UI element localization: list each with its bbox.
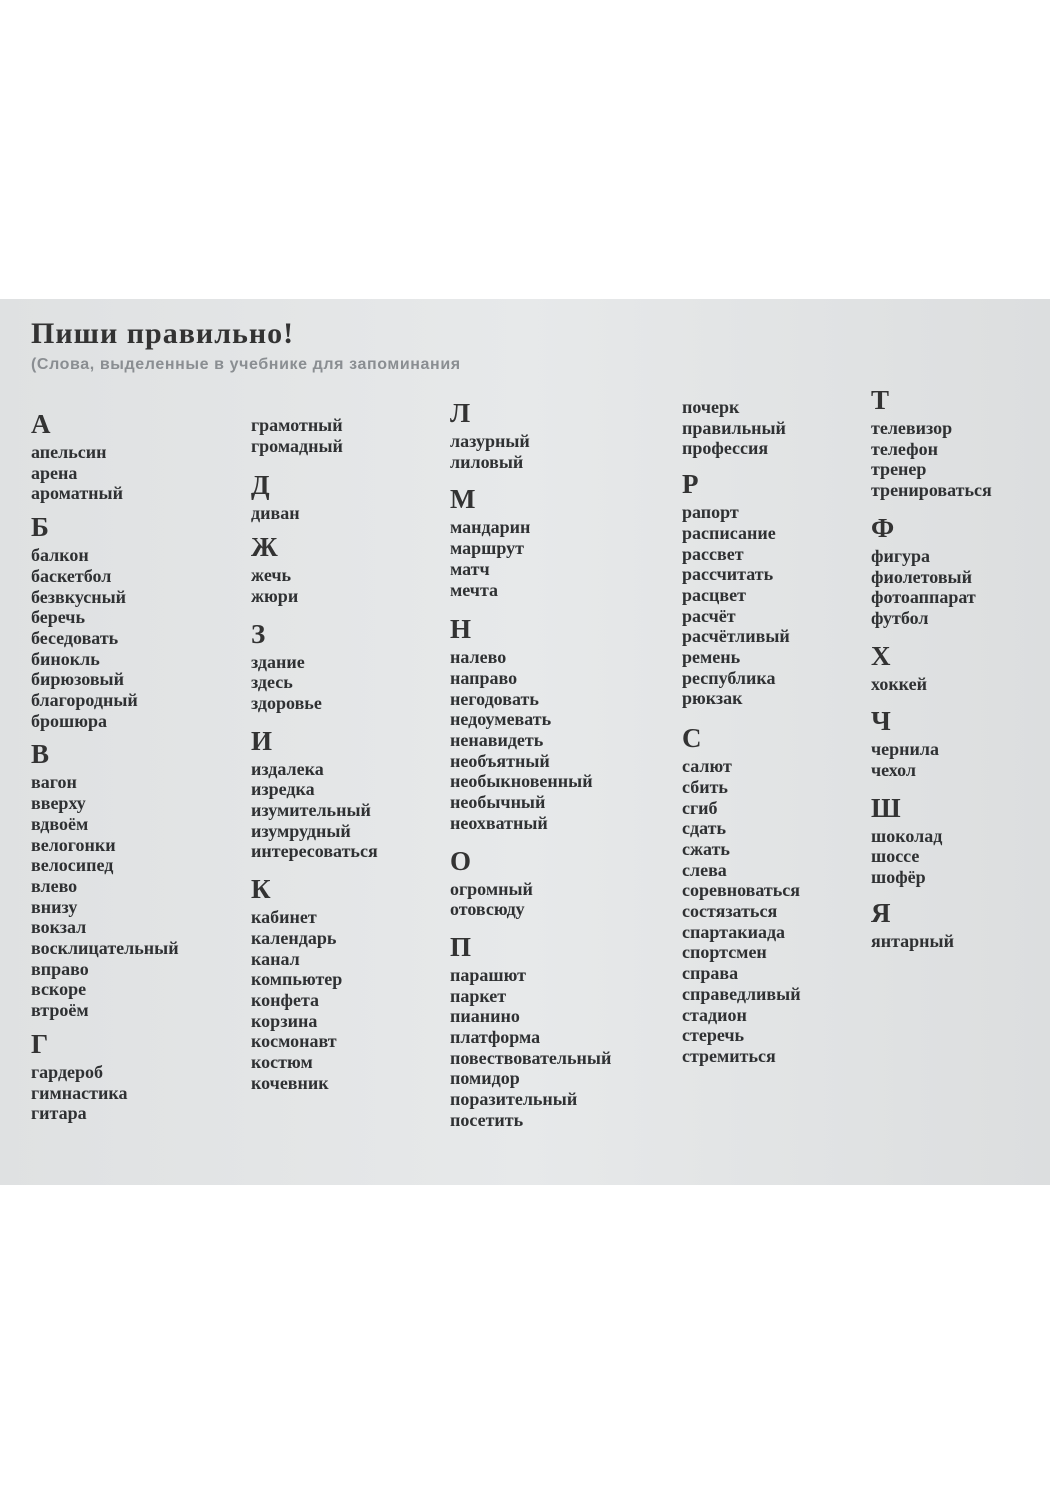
- vocabulary-word: стадион: [682, 1004, 747, 1025]
- section-letter: С: [682, 723, 702, 754]
- vocabulary-word: фотоаппарат: [871, 587, 976, 608]
- vocabulary-word: благородный: [31, 690, 138, 711]
- vocabulary-word: восклицательный: [31, 938, 179, 959]
- vocabulary-word: направо: [450, 667, 518, 688]
- vocabulary-word: канал: [251, 948, 300, 969]
- vocabulary-word: шофёр: [871, 867, 926, 888]
- vocabulary-word: салют: [682, 756, 732, 777]
- letter-group: [450, 398, 670, 472]
- section-letter: И: [251, 725, 273, 756]
- column-3: [450, 398, 670, 1131]
- vocabulary-word: повествовательный: [450, 1047, 612, 1068]
- section-letter: О: [450, 845, 472, 876]
- vocabulary-word: компьютер: [251, 969, 343, 990]
- vocabulary-word: рапорт: [682, 502, 739, 523]
- vocabulary-word: велогонки: [31, 834, 116, 855]
- section-letter: Ш: [871, 792, 901, 823]
- vocabulary-word: необыкновенный: [450, 771, 593, 792]
- vocabulary-word: втроём: [31, 1000, 89, 1021]
- vocabulary-word: чернила: [871, 739, 939, 760]
- letter-group: [450, 614, 670, 833]
- vocabulary-word: тренер: [871, 459, 927, 480]
- vocabulary-word: апельсин: [31, 442, 107, 462]
- vocabulary-word: справедливый: [682, 983, 801, 1004]
- column-5: [871, 385, 1046, 952]
- vocabulary-word: сгиб: [682, 797, 718, 818]
- letter-group: [450, 932, 670, 1131]
- vocabulary-word: спартакиада: [682, 921, 786, 942]
- section-letter: Ф: [871, 512, 895, 543]
- vocabulary-word: поразительный: [450, 1089, 578, 1110]
- letter-group: [682, 723, 857, 1067]
- column-1: [31, 409, 241, 1124]
- vocabulary-word: баскетбол: [31, 565, 112, 586]
- vocabulary-word: паркет: [450, 985, 507, 1006]
- vocabulary-word: слева: [682, 859, 727, 880]
- vocabulary-word: недоумевать: [450, 709, 552, 730]
- vocabulary-word: грамотный: [251, 415, 343, 435]
- vocabulary-word: кочевник: [251, 1072, 329, 1093]
- vocabulary-word: почерк: [682, 397, 740, 417]
- letter-group: [251, 532, 441, 606]
- vocabulary-word: неохватный: [450, 812, 548, 833]
- vocabulary-word: республика: [682, 667, 776, 688]
- vocabulary-word: маршрут: [450, 538, 524, 559]
- vocabulary-word: расчёт: [682, 605, 736, 626]
- letter-group: [251, 619, 441, 714]
- vocabulary-word: бинокль: [31, 648, 100, 669]
- letter-group: [871, 641, 1046, 695]
- vocabulary-word: чехол: [871, 760, 916, 781]
- vocabulary-word: огромный: [450, 878, 533, 899]
- vocabulary-word: громадный: [251, 435, 343, 456]
- vocabulary-word: состязаться: [682, 901, 778, 922]
- letter-group: [31, 409, 241, 504]
- vocabulary-word: вправо: [31, 958, 89, 979]
- vocabulary-word: матч: [450, 558, 490, 579]
- letter-group: [682, 397, 857, 459]
- letter-group: [31, 512, 241, 731]
- letter-group: [31, 1029, 241, 1124]
- section-letter: К: [251, 874, 271, 905]
- vocabulary-word: вскоре: [31, 979, 87, 1000]
- vocabulary-word: конфета: [251, 989, 320, 1010]
- section-letter: В: [31, 739, 50, 770]
- vocabulary-word: жечь: [251, 565, 292, 586]
- vocabulary-word: помидор: [450, 1068, 520, 1089]
- section-letter: З: [251, 618, 266, 649]
- vocabulary-word: жюри: [251, 585, 299, 606]
- section-letter: Р: [682, 469, 699, 500]
- vocabulary-word: вокзал: [31, 917, 87, 938]
- vocabulary-word: расцвет: [682, 584, 746, 605]
- vocabulary-word: изредка: [251, 779, 315, 800]
- section-letter: Х: [871, 640, 891, 671]
- section-letter: Д: [251, 470, 270, 501]
- vocabulary-word: издалека: [251, 758, 324, 779]
- vocabulary-word: налево: [450, 647, 507, 668]
- vocabulary-word: гимнастика: [31, 1082, 128, 1103]
- vocabulary-word: ремень: [682, 647, 741, 668]
- letter-group: [871, 793, 1046, 888]
- vocabulary-word: телевизор: [871, 418, 953, 438]
- vocabulary-word: справа: [682, 963, 739, 984]
- letter-group: [450, 484, 670, 600]
- vocabulary-word: кабинет: [251, 907, 317, 928]
- letter-group: [871, 898, 1046, 952]
- letter-group: [682, 469, 857, 709]
- letter-group: [871, 385, 1046, 501]
- section-letter: М: [450, 484, 476, 515]
- vocabulary-word: фиолетовый: [871, 566, 972, 587]
- vocabulary-word: мандарин: [450, 517, 531, 538]
- letter-group: [251, 470, 441, 524]
- vocabulary-word: рюкзак: [682, 688, 743, 709]
- letter-group: [251, 874, 441, 1093]
- letter-group: [871, 513, 1046, 629]
- letter-group: [450, 846, 670, 920]
- section-letter: Т: [871, 385, 890, 415]
- letter-group: [251, 415, 441, 456]
- vocabulary-word: отовсюду: [450, 899, 525, 920]
- vocabulary-word: негодовать: [450, 688, 539, 709]
- section-letter: П: [450, 931, 472, 962]
- section-letter: Ж: [251, 532, 278, 563]
- vocabulary-word: безвкусный: [31, 586, 127, 607]
- letter-group: [251, 726, 441, 863]
- vocabulary-word: беседовать: [31, 627, 119, 648]
- vocabulary-word: бирюзовый: [31, 669, 124, 690]
- vocabulary-word: лазурный: [450, 431, 530, 451]
- column-2: [251, 415, 441, 1093]
- vocabulary-word: арена: [31, 462, 78, 483]
- vocabulary-word: правильный: [682, 417, 786, 438]
- vocabulary-word: внизу: [31, 896, 78, 917]
- vocabulary-word: интересоваться: [251, 841, 378, 862]
- vocabulary-word: костюм: [251, 1052, 313, 1073]
- vocabulary-word: корзина: [251, 1010, 318, 1031]
- vocabulary-word: ненавидеть: [450, 730, 544, 751]
- vocabulary-word: диван: [251, 503, 300, 524]
- letter-group: [871, 706, 1046, 780]
- vocabulary-word: телефон: [871, 438, 938, 459]
- column-4: [682, 397, 857, 1067]
- dictionary-panel: [0, 299, 1050, 1185]
- vocabulary-word: сжать: [682, 838, 730, 859]
- vocabulary-word: мечта: [450, 579, 499, 600]
- vocabulary-word: хоккей: [871, 673, 927, 694]
- vocabulary-word: сдать: [682, 818, 726, 839]
- vocabulary-word: здесь: [251, 672, 293, 693]
- vocabulary-word: янтарный: [871, 930, 954, 951]
- vocabulary-word: гитара: [31, 1103, 87, 1124]
- vocabulary-word: футбол: [871, 607, 929, 628]
- vocabulary-word: расписание: [682, 522, 776, 543]
- vocabulary-word: здоровье: [251, 692, 322, 713]
- vocabulary-word: фигура: [871, 545, 931, 566]
- vocabulary-word: лиловый: [450, 451, 524, 472]
- vocabulary-word: посетить: [450, 1109, 524, 1130]
- vocabulary-word: тренироваться: [871, 480, 992, 501]
- section-letter: Л: [450, 398, 471, 428]
- vocabulary-word: здание: [251, 651, 305, 672]
- vocabulary-word: расчётливый: [682, 626, 790, 647]
- vocabulary-word: необъятный: [450, 750, 550, 771]
- vocabulary-word: шоссе: [871, 846, 920, 867]
- section-letter: Б: [31, 512, 49, 543]
- vocabulary-word: космонавт: [251, 1031, 337, 1052]
- vocabulary-word: шоколад: [871, 825, 943, 846]
- vocabulary-word: вагон: [31, 772, 77, 793]
- vocabulary-word: стремиться: [682, 1045, 776, 1066]
- vocabulary-word: спортсмен: [682, 942, 767, 963]
- vocabulary-word: вдвоём: [31, 813, 89, 834]
- vocabulary-word: вверху: [31, 793, 86, 814]
- vocabulary-word: изумительный: [251, 800, 371, 821]
- vocabulary-word: стеречь: [682, 1025, 745, 1046]
- section-letter: Ч: [871, 706, 891, 737]
- section-letter: А: [31, 409, 51, 439]
- vocabulary-word: календарь: [251, 927, 337, 948]
- letter-group: [31, 739, 241, 1020]
- vocabulary-word: брошюра: [31, 710, 107, 731]
- vocabulary-word: балкон: [31, 545, 89, 566]
- section-letter: Г: [31, 1028, 49, 1059]
- page-title: Пиши правильно!: [31, 317, 295, 350]
- vocabulary-word: рассвет: [682, 543, 744, 564]
- vocabulary-word: беречь: [31, 607, 85, 628]
- vocabulary-word: влево: [31, 875, 78, 896]
- vocabulary-word: парашют: [450, 964, 526, 985]
- vocabulary-word: ароматный: [31, 483, 123, 504]
- vocabulary-word: соревноваться: [682, 880, 800, 901]
- vocabulary-word: гардероб: [31, 1061, 104, 1082]
- vocabulary-word: рассчитать: [682, 564, 774, 585]
- section-letter: Н: [450, 614, 472, 645]
- vocabulary-word: пианино: [450, 1006, 520, 1027]
- page-subtitle: (Слова, выделенные в учебнике для запоминания: [31, 356, 461, 373]
- vocabulary-word: изумрудный: [251, 820, 351, 841]
- vocabulary-word: велосипед: [31, 855, 114, 876]
- section-letter: Я: [871, 897, 891, 928]
- vocabulary-word: сбить: [682, 776, 728, 797]
- vocabulary-word: профессия: [682, 438, 769, 459]
- vocabulary-word: необычный: [450, 792, 546, 813]
- vocabulary-word: платформа: [450, 1027, 541, 1048]
